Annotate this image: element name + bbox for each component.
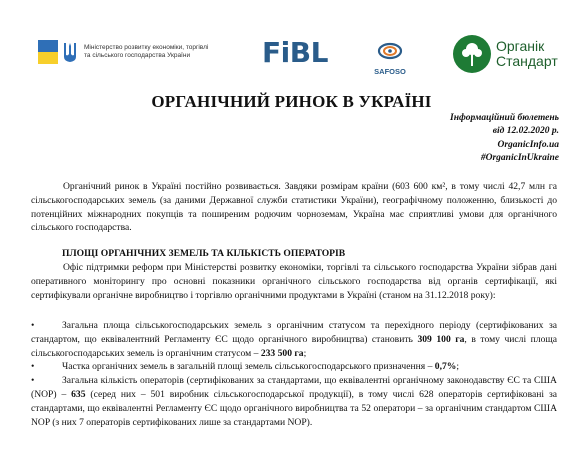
page-title: ОРГАНІЧНИЙ РИНОК В УКРАЇНІ: [151, 92, 432, 111]
organic-standard-name: [496, 39, 558, 69]
section-heading: ПЛОЩІ ОРГАНІЧНИХ ЗЕМЕЛЬ ТА КІЛЬКІСТЬ ОПЕРАТОРІВ: [62, 248, 346, 259]
bulletin-label: Інформаційний бюлетень: [450, 113, 559, 123]
list-item-text: Частка органічних земель в загальній площі земель сільськогосподарського призначення – 0,7%;: [62, 361, 460, 373]
bullet-symbol: •: [31, 320, 35, 331]
trident-icon: [62, 40, 78, 64]
logo-bar: [0, 0, 583, 80]
bullet-symbol: •: [31, 375, 35, 387]
list-item-text: Загальна кількість операторів (сертифікованих за стандартами, що еквівалентні органічному законодавству ЄС та США (NOP) – 635 (серед них – 501 виробник сільськогосподарської продукції), в тому числі 628 операторів сертифіковані за стандартами, що еквівалентні Регламенту ЄС щодо органічного виробництва та 52 оператори – за органічним стандартом США NOP (з них 7 операторів сертифікованих лише за стандартами NOP).: [31, 375, 557, 428]
section-intro-paragraph: Офіс підтримки реформ при Міністерстві розвитку економіки, торгівлі та сільського господарства України зібрав дані оперативного моніторингу про основні показники органічного сільського господарства від органів сертифікації, які сертифікували органічне виробництво і торгівлю органічними продуктами в Україні (станом на 31.12.2018 року):: [31, 262, 557, 301]
safoso-logo: [370, 40, 410, 76]
safoso-label: SAFOSO: [374, 67, 406, 76]
organic-tree-icon: [453, 35, 491, 73]
organic-line-2: Стандарт: [496, 53, 558, 69]
operators-count-value: 635: [71, 388, 86, 400]
list-item-text: Загальна площа сільськогосподарських земель з органічним статусом та перехідного періоду (сертифікованих за стандартом, що еквівалентний Регламенту ЄС щодо органічного виробництва) становить 309 100 га, в тому числі площа сільськогосподарських земель із органічним статусом – 233 500 га;: [31, 320, 558, 359]
ministry-logo: [38, 40, 244, 64]
ministry-line-1: Міністерство розвитку економіки, торгівлі: [84, 44, 209, 51]
fibl-logo: FiBL: [262, 36, 328, 69]
organic-standard-logo: [453, 35, 558, 73]
intro-paragraph: Органічний ринок в Україні постійно розвивається. Завдяки розмірам країни (603 600 км², в тому числі 42,7 млн га сільськогосподарських земель (за даними Державної служби статистики України), географічному положенню, близькості до потенційних міжнародних покупців та поширеним родючим чорноземам, Україна має сприятливі умови для органічного сільського господарства.: [31, 181, 557, 234]
organic-share-value: 0,7%: [434, 361, 457, 373]
bulletin-site: OrganicInfo.ua: [497, 139, 559, 150]
total-area-value: 309 100 га: [417, 333, 465, 345]
ukraine-flag-icon: [38, 40, 58, 64]
ministry-line-2: та сільського господарства України: [84, 52, 191, 59]
bulletin-info: [450, 112, 559, 166]
list-item: [0, 374, 557, 429]
list-item: [0, 319, 557, 360]
bullet-list: [31, 319, 557, 429]
organic-area-value: 233 500 га: [260, 347, 304, 359]
bullet-symbol: •: [31, 361, 35, 373]
list-item: [0, 360, 557, 374]
bulletin-hashtag: #OrganicInUkraine: [480, 153, 559, 164]
ministry-name: [84, 44, 244, 60]
bulletin-date: від 12.02.2020 р.: [492, 126, 559, 137]
safoso-swirl-icon: [370, 40, 410, 60]
organic-line-1: Органік: [496, 38, 545, 54]
